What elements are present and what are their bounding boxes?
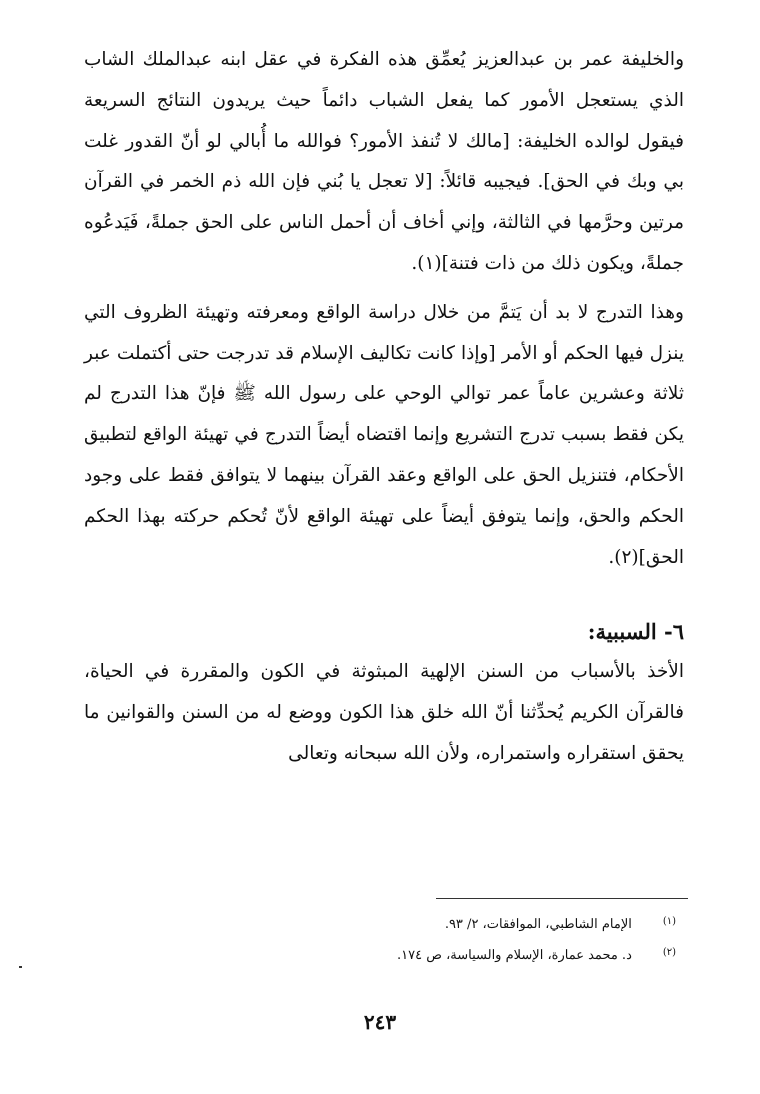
footnote-number: (١): [662, 916, 676, 927]
paragraph-causality: الأخذ بالأسباب من السنن الإلهية المبثوثة في الكون والمقررة في الحياة، فالقرآن الكريم يُحدِّثنا أنّ الله خلق هذا الكون ووضع له من السنن والقوانين ما يحقق استقراره واستمراره، ولأن الله سبحانه وتعالى: [84, 661, 684, 764]
scan-speck: [19, 966, 22, 968]
footnote-divider: [436, 898, 688, 899]
footnote-2: [76, 939, 676, 970]
footnote-text: د. محمد عمارة، الإسلام والسياسة، ص ١٧٤.: [397, 948, 632, 963]
footnote-1: [76, 908, 676, 939]
page-number: ٢٤٣: [363, 1010, 397, 1034]
footnote-text: الإمام الشاطبي، الموافقات، ٢/ ٩٣.: [444, 917, 632, 932]
page-body: [84, 40, 684, 775]
paragraph-gradualism: وهذا التدرج لا بد أن يَتمَّ من خلال دراسة الواقع ومعرفته وتهيئة الظروف التي ينزل فيها الحكم أو الأمر [وإذا كانت تكاليف الإسلام قد تدرجت حتى أكتملت عبر ثلاثة وعشرين عاماً عمر توالي الوحي على رسول الله ﷺ فإنّ هذا التدرج لم يكن فقط بسبب تدرج التشريع وإنما اقتضاه أيضاً التدرج في تهيئة الواقع لتطبيق الأحكام، فتنزيل الحق على الواقع وعقد القرآن بينهما لا يتوافق فقط على وجود الحكم والحق، وإنما يتوفق أيضاً على تهيئة الواقع لأنّ تُحكم حركته بهذا الحكم الحق](٢).: [84, 301, 684, 568]
footnote-number: (٢): [662, 947, 676, 958]
paragraph-caliph-umar: والخليفة عمر بن عبدالعزيز يُعمِّق هذه الفكرة في عقل ابنه عبدالملك الشاب الذي يستعجل الأمور كما يفعل الشباب دائماً حيث يريدون النتائج السريعة فيقول لوالده الخليفة: [مالك لا تُنفذ الأمور؟ فوالله ما أُبالي لو أنّ القدور غلت بي وبك في الحق]. فيجيبه قائلاً: [لا تعجل يا بُني فإن الله ذم الخمر في القرآن مرتين وحرَّمها في الثالثة، وإني أخاف أن أحمل الناس على الحق جملةً، فَيَدعُوه جملةً، ويكون ذلك من ذات فتنة](١).: [84, 49, 684, 274]
footnotes: [76, 908, 676, 970]
section-heading-causality: ٦- السببية:: [587, 619, 684, 645]
